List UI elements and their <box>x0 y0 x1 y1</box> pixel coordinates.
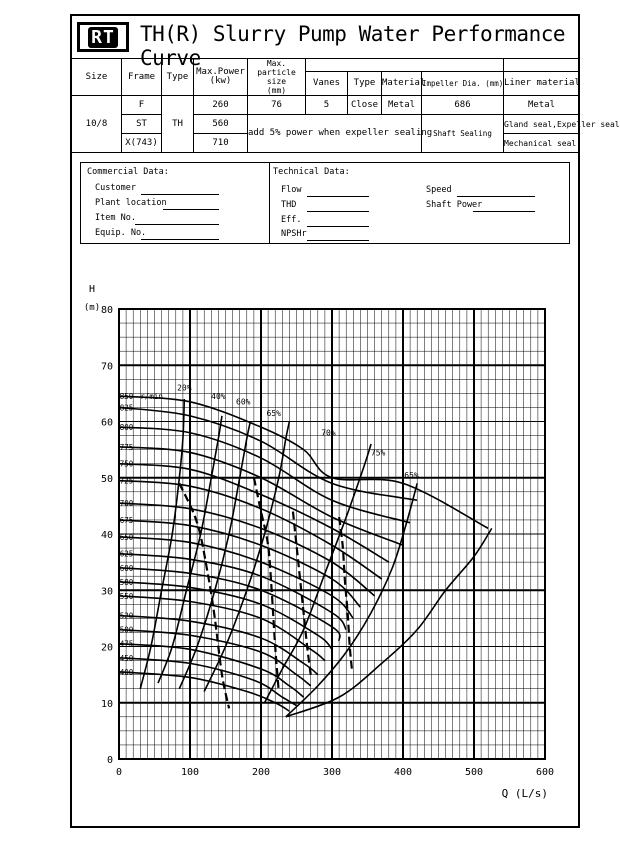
field-npshr: NPSHr <box>281 229 307 239</box>
field-flow: Flow <box>281 185 302 195</box>
speed-label-850: 850 <box>119 392 134 402</box>
speed-label-400: 400 <box>119 667 134 677</box>
efficiency-label-4: 70% <box>321 428 336 438</box>
speed-label-725: 725 <box>119 476 134 486</box>
field-eff: Eff. <box>281 215 302 225</box>
x-tick-label: 400 <box>393 767 413 778</box>
speed-label-550: 550 <box>119 591 134 601</box>
cell-max-particle: 76 <box>248 96 306 115</box>
speed-label-450: 450 <box>119 653 134 663</box>
cell-type: TH <box>162 96 194 153</box>
header-type: Type <box>162 59 194 96</box>
header-max-particle: Max. particle size (mm) <box>248 59 306 96</box>
header-material: Material <box>382 71 422 95</box>
efficiency-label-3: 65% <box>266 408 282 418</box>
efficiency-label-2: 60% <box>236 397 251 407</box>
cell-frame-1: F <box>122 96 162 115</box>
x-tick-label: 600 <box>535 767 555 778</box>
speed-label-520: 520 <box>119 611 134 621</box>
x-tick-label: 0 <box>115 767 123 778</box>
field-customer: Customer <box>95 183 136 193</box>
y-tick-label: 10 <box>100 698 113 710</box>
efficiency-label-1: 40% <box>211 392 226 401</box>
speed-label-750: 750 <box>119 459 134 469</box>
cell-impeller-type: Close <box>348 96 382 115</box>
y-axis-label: H <box>88 284 96 295</box>
efficiency-curves <box>140 399 491 717</box>
speed-label-675: 675 <box>119 515 134 525</box>
field-equip-no: Equip. No. <box>95 228 147 238</box>
speed-label-825: 825 <box>119 403 134 413</box>
y-axis-unit: (m) <box>83 303 101 313</box>
header-max-power: Max.Power (kw) <box>194 59 248 96</box>
cell-frame-2: ST <box>122 115 162 134</box>
cell-shaft-sealing-label: Shaft Sealing <box>422 115 504 153</box>
x-axis-label: Q (L/s) <box>501 787 548 800</box>
y-tick-label: 50 <box>100 473 113 485</box>
x-tick-label: 500 <box>464 767 484 778</box>
y-tick-label: 20 <box>100 642 113 654</box>
y-tick-label: 30 <box>100 586 113 598</box>
logo: RT <box>77 22 129 52</box>
npshr-curve-2 <box>293 512 311 675</box>
cell-shaft-sealing-1: Gland seal,Expeller seal <box>504 115 580 134</box>
speed-label-650: 650 <box>119 532 134 542</box>
cell-vanes: 5 <box>306 96 348 115</box>
speed-label-700: 700 <box>119 499 134 509</box>
cell-shaft-sealing-2: Mechanical seal <box>504 134 580 153</box>
cell-size: 10/8 <box>72 96 122 153</box>
y-tick-label: 40 <box>100 530 113 541</box>
cell-power-3: 710 <box>194 134 248 153</box>
page-title: TH(R) Slurry Pump Water Performance Curve <box>140 22 566 70</box>
header-impeller-dia: Impeller Dia. (mm) <box>422 71 504 95</box>
speed-label-475: 475 <box>119 639 134 649</box>
field-thd: THD <box>281 200 297 210</box>
speed-label-500: 500 <box>119 625 134 635</box>
speed-label-625: 625 <box>119 549 134 559</box>
y-tick-label: 60 <box>100 417 113 429</box>
cell-impeller-dia: 686 <box>422 96 504 115</box>
x-tick-label: 100 <box>180 767 200 778</box>
cell-material: Metal <box>382 96 422 115</box>
field-plant-location: Plant location <box>95 198 167 208</box>
x-tick-label: 300 <box>322 767 342 778</box>
header-liner-material: Liner material <box>504 71 580 95</box>
y-tick-label: 70 <box>100 361 113 373</box>
technical-title: Technical Data: <box>273 167 350 177</box>
efficiency-label-0: 20% <box>177 383 192 393</box>
speed-curve-650 <box>119 537 353 619</box>
header-size: Size <box>72 59 122 96</box>
cell-frame-3: X(743) <box>122 134 162 153</box>
efficiency-label-6: 65% <box>404 470 419 480</box>
cell-power-2: 560 <box>194 115 248 134</box>
header-frame: Frame <box>122 59 162 96</box>
speed-label-600: 600 <box>119 563 134 573</box>
commercial-title: Commercial Data: <box>87 167 169 177</box>
speed-curve-800 <box>119 427 410 523</box>
efficiency-label-5: 75% <box>370 448 386 458</box>
x-tick-label: 200 <box>251 767 271 778</box>
cell-liner-material: Metal <box>504 96 580 115</box>
cell-power-1: 260 <box>194 96 248 115</box>
field-item-no: Item No. <box>95 213 136 223</box>
y-tick-label: 0 <box>106 755 113 766</box>
header-vanes: Vanes <box>306 71 348 95</box>
y-tick-label: 80 <box>100 305 113 316</box>
header-impeller-type: Type <box>348 71 382 95</box>
speed-label-580: 580 <box>119 577 134 587</box>
speed-unit-label: r/min <box>140 392 163 402</box>
speed-label-775: 775 <box>119 442 134 452</box>
speed-label-800: 800 <box>119 423 134 433</box>
field-shaft-power: Shaft Power <box>426 200 483 210</box>
field-speed: Speed <box>426 185 452 195</box>
cell-note: add 5% power when expeller sealing <box>248 115 422 153</box>
